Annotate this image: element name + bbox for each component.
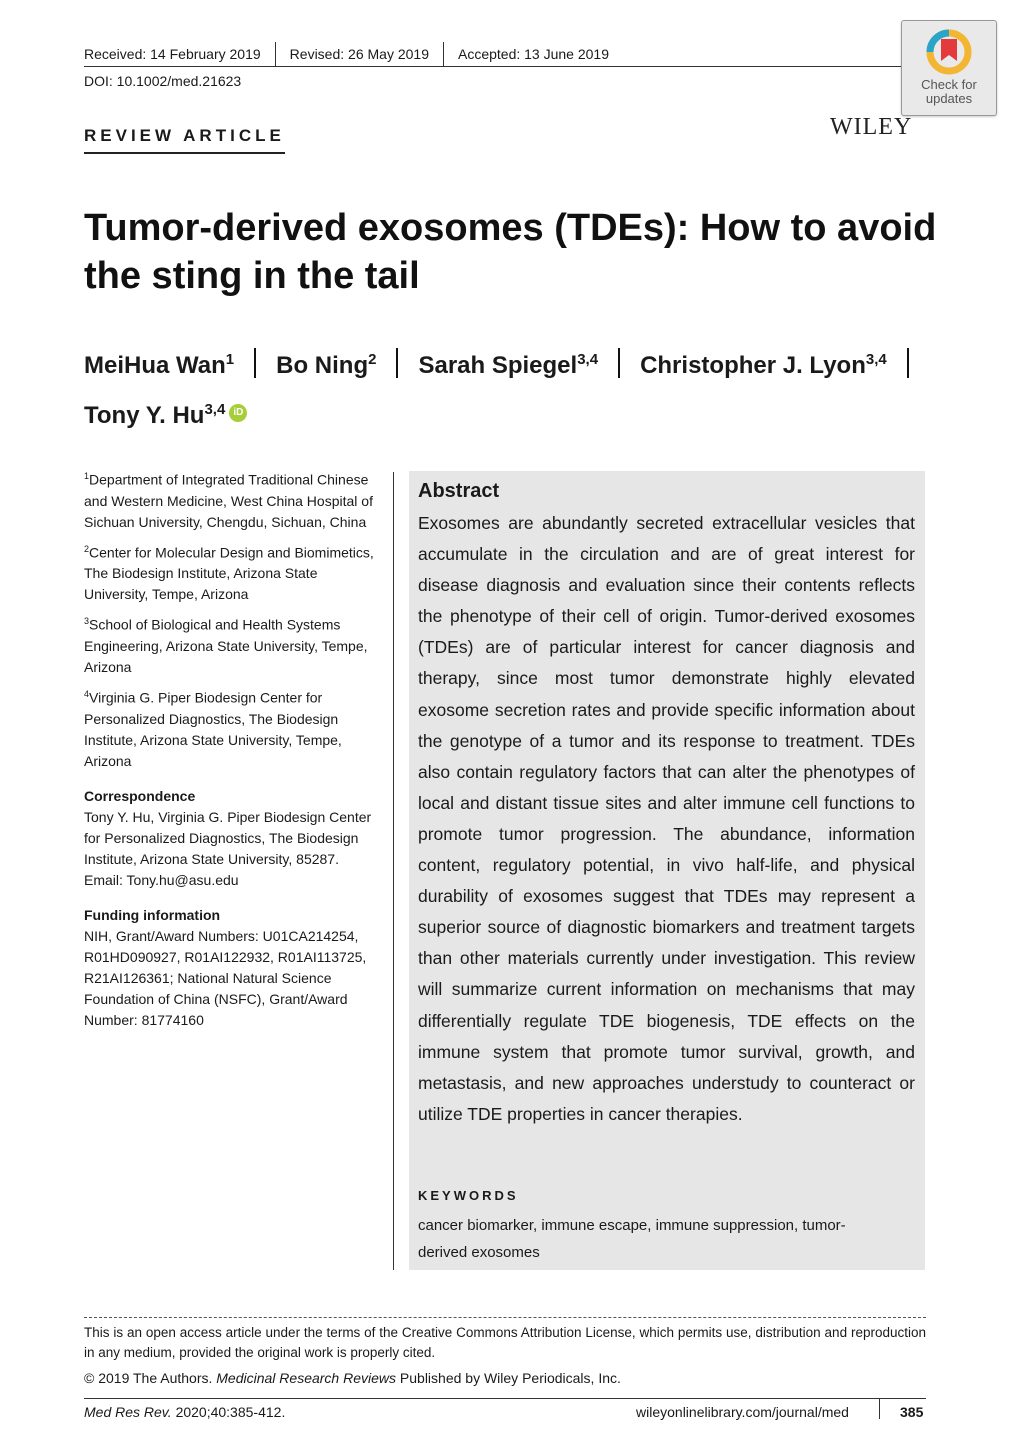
correspondence-email[interactable]: Email: Tony.hu@asu.edu	[84, 871, 239, 888]
license-notice: This is an open access article under the terms of the Creative Commons Attribution License, which permits use, distribution and reproduction in any medium, provided the original work is properly cited.	[84, 1325, 926, 1360]
citation: Med Res Rev. 2020;40:385-412.	[84, 1404, 286, 1420]
divider	[396, 348, 398, 378]
abstract-text: Exosomes are abundantly secreted extracellular vesicles that accumulate in the circulation and are of great interest for disease diagnosis and evaluation since their contents reflects the phenotype of their cell of origin. Tumor-derived exosomes (TDEs) are of particular interest for cancer diagnosis and therapy, since most tumor demonstrate highly elevated exosome secretion rates and provide specific information about the genotype of a tumor and its response to treatment. TDEs also contain regulatory factors that can alter the phenotypes of local and distant tissue sites and alter immune cell functions to promote tumor progression. The abundance, information content, regulatory potential, in vivo half-life, and physical durability of exosomes suggest that TDEs may represent a superior source of diagnostic biomarkers and treatment targets than other materials currently under investigation. This review will summarize current information on mechanisms that may differentially regulate TDE biogenesis, TDE effects on the immune system that promote tumor survival, growth, and metastasis, and new approaches understudy to counteract or utilize TDE properties in cancer therapies.	[418, 513, 915, 1124]
author[interactable]: Tony Y. Hu$^{3,4}$	[84, 401, 226, 429]
doi: DOI: 10.1002/med.21623	[84, 73, 242, 89]
page-number: 385	[900, 1404, 924, 1420]
article-type: REVIEW ARTICLE	[84, 126, 285, 154]
crossmark-icon	[924, 27, 974, 77]
copyright: © 2019 The Authors. Medicinal Research Reviews Published by Wiley Periodicals, Inc.	[84, 1370, 621, 1386]
funding-heading: Funding information	[84, 906, 221, 923]
correspondence-heading: Correspondence	[84, 787, 196, 804]
journal-name: Medicinal Research Reviews	[216, 1370, 397, 1386]
orcid-icon[interactable]: iD	[229, 404, 247, 422]
author[interactable]: MeiHua Wan$^1$	[84, 351, 235, 379]
affiliation: $^2$Center for Molecular Design and Biomimetics, The Biodesign Institute, Arizona State University, Tempe, Arizona	[84, 543, 374, 603]
affiliation: $^1$Department of Integrated Traditional Chinese and Western Medicine, West China Hospital of Sichuan University, Chengdu, Sichuan, China	[84, 471, 373, 530]
funding-text: NIH, Grant/Award Numbers: U01CA214254, R01HD090927, R01AI122932, R01AI113725, R21AI126361; National Natural Science Foundation of China (NSFC), Grant/Award Number: 81774160	[84, 927, 367, 1028]
received-date: Received: 14 February 2019	[84, 46, 261, 62]
crossmark-label: Check for updates	[921, 77, 977, 106]
footnote-divider	[84, 1317, 926, 1318]
column-divider	[393, 472, 394, 1270]
divider	[254, 348, 256, 378]
header-rule	[84, 66, 926, 67]
journal-website-link[interactable]: wileyonlinelibrary.com/journal/med	[636, 1404, 849, 1420]
author[interactable]: Christopher J. Lyon$^{3,4}$	[640, 351, 887, 379]
revised-date: Revised: 26 May 2019	[289, 46, 429, 62]
publisher-logo: WILEY	[830, 114, 913, 140]
affiliation: $^4$Virginia G. Piper Biodesign Center for Personalized Diagnostics, The Biodesign Institute, Arizona State University, Tempe, Arizona	[84, 688, 342, 769]
divider	[275, 42, 276, 66]
publication-dates	[84, 42, 609, 66]
footer-rule	[84, 1398, 926, 1399]
article-title: Tumor-derived exosomes (TDEs): How to avoid the sting in the tail	[84, 207, 937, 297]
accepted-date: Accepted: 13 June 2019	[457, 46, 609, 62]
correspondence-text: Tony Y. Hu, Virginia G. Piper Biodesign Center for Personalized Diagnostics, The Biodesign Institute, Arizona State University, 85287.	[84, 808, 372, 867]
affiliation: $^3$School of Biological and Health Systems Engineering, Arizona State University, Tempe, Arizona	[84, 616, 368, 675]
check-for-updates-badge[interactable]	[901, 20, 997, 116]
affiliations-column	[84, 466, 384, 1031]
author-list	[84, 338, 944, 438]
divider	[879, 1399, 880, 1419]
divider	[443, 42, 444, 66]
abstract-heading: Abstract	[418, 480, 500, 502]
divider	[618, 348, 620, 378]
author[interactable]: Bo Ning$^2$	[276, 351, 377, 379]
keywords-text: cancer biomarker, immune escape, immune suppression, tumor- derived exosomes	[418, 1217, 846, 1261]
keywords-heading: KEYWORDS	[418, 1188, 519, 1203]
divider	[907, 348, 909, 378]
author[interactable]: Sarah Spiegel$^{3,4}$	[418, 351, 599, 379]
